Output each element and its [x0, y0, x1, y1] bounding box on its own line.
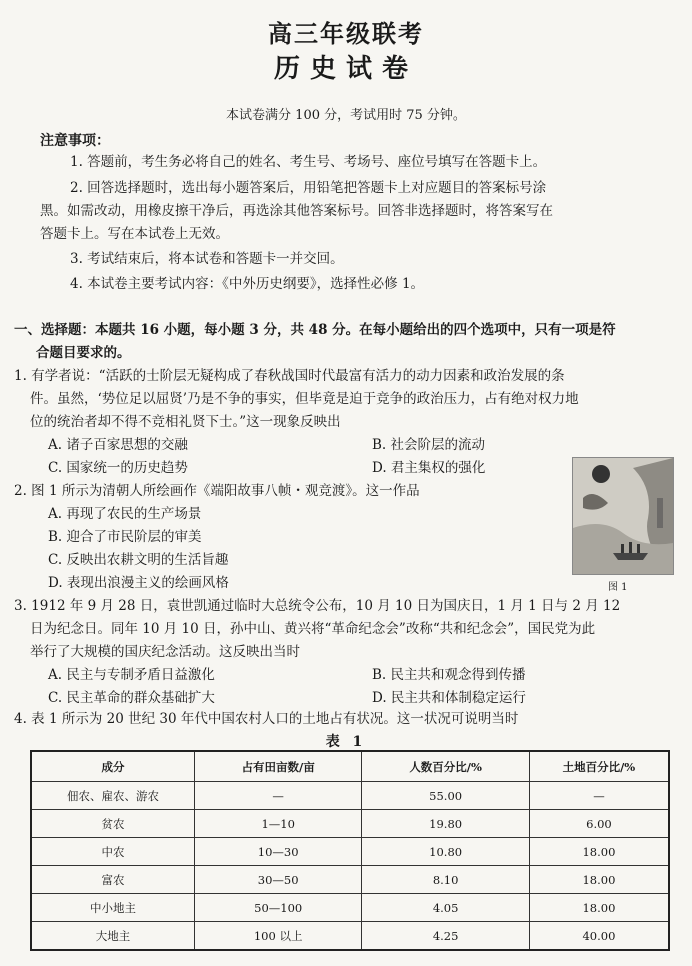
table-header-cell: 土地百分比/%	[529, 751, 669, 782]
question-3-option-c: C. 民主革命的群众基础扩大	[48, 690, 215, 706]
figure-1-caption: 图 1	[608, 582, 628, 593]
table-header-cell: 占有田亩数/亩	[194, 751, 361, 782]
table-cell: 佃农、雇农、游农	[31, 782, 194, 810]
question-1-option-d: D. 君主集权的强化	[372, 460, 486, 476]
table-cell: 19.80	[362, 810, 529, 838]
table-cell: 4.05	[362, 894, 529, 922]
question-3-option-d: D. 民主共和体制稳定运行	[372, 690, 526, 706]
table-cell: 10—30	[194, 838, 361, 866]
table-cell: 4.25	[362, 922, 529, 951]
question-1-stem: 1. 有学者说：“活跃的士阶层无疑构成了春秋战国时代最富有活力的动力因素和政治发展的条	[14, 368, 565, 384]
notice-line: 4. 本试卷主要考试内容：《中外历史纲要》，选择性必修 1。	[70, 276, 425, 292]
table-cell: 100 以上	[194, 922, 361, 951]
question-3-stem: 日为纪念日。同年 10 月 10 日，孙中山、黄兴将“革命纪念会”改称“共和纪念会”，国民党为此	[30, 621, 596, 637]
painting-image	[573, 458, 673, 574]
table-1	[30, 750, 670, 951]
table-row	[31, 894, 669, 922]
question-2-option-b: B. 迎合了市民阶层的审美	[48, 529, 202, 545]
table-row	[31, 922, 669, 951]
table-cell: 18.00	[529, 866, 669, 894]
notice-line: 答题卡上。写在本试卷上无效。	[40, 226, 229, 242]
question-3-option-a: A. 民主与专制矛盾日益激化	[48, 667, 215, 683]
notice-line: 2. 回答选择题时，选出每小题答案后，用铅笔把答题卡上对应题目的答案标号涂	[70, 180, 547, 196]
question-3-stem: 举行了大规模的国庆纪念活动。这反映出当时	[30, 644, 300, 660]
question-1-stem: 位的统治者却不得不竞相礼贤下士。”这一现象反映出	[30, 414, 341, 430]
table-header-cell: 成分	[31, 751, 194, 782]
question-2-option-a: A. 再现了农民的生产场景	[48, 506, 202, 522]
notice-line: 1. 答题前，考生务必将自己的姓名、考生号、考场号、座位号填写在答题卡上。	[70, 154, 547, 170]
question-1-stem: 件。虽然，‘势位足以屈贤’乃是不争的事实，但毕竟是迫于竞争的政治压力，占有绝对权力地	[30, 391, 579, 407]
table-cell: 30—50	[194, 866, 361, 894]
table-cell: 55.00	[362, 782, 529, 810]
question-3-stem: 3. 1912 年 9 月 28 日，袁世凯通过临时大总统令公布，10 月 10 日为国庆日，1 月 1 日与 2 月 12	[14, 598, 621, 614]
question-3-option-b: B. 民主共和观念得到传播	[372, 667, 526, 683]
table-row	[31, 866, 669, 894]
table-cell: 18.00	[529, 838, 669, 866]
table-cell: 40.00	[529, 922, 669, 951]
table-cell: 大地主	[31, 922, 194, 951]
table-cell: 中小地主	[31, 894, 194, 922]
figure-1-painting	[572, 457, 674, 575]
table-cell: 6.00	[529, 810, 669, 838]
table-header-cell: 人数百分比/%	[362, 751, 529, 782]
notice-heading: 注意事项：	[40, 133, 110, 149]
question-2-option-c: C. 反映出农耕文明的生活旨趣	[48, 552, 229, 568]
table-header-row	[31, 751, 669, 782]
section-heading-cont: 合题目要求的。	[36, 345, 131, 361]
exam-subtitle: 本试卷满分 100 分，考试用时 75 分钟。	[226, 108, 466, 123]
table-row	[31, 838, 669, 866]
table-cell: 10.80	[362, 838, 529, 866]
table-cell: 中农	[31, 838, 194, 866]
table-row	[31, 810, 669, 838]
table-cell: 18.00	[529, 894, 669, 922]
exam-title: 高三年级联考	[268, 19, 424, 48]
section-heading: 一、选择题：本题共 16 小题，每小题 3 分，共 48 分。在每小题给出的四个选项中，只有一项是符	[14, 322, 616, 338]
table-cell: 1—10	[194, 810, 361, 838]
question-4-stem: 4. 表 1 所示为 20 世纪 30 年代中国农村人口的土地占有状况。这一状况可说明当时	[14, 711, 519, 727]
table-cell: 贫农	[31, 810, 194, 838]
question-2-option-d: D. 表现出浪漫主义的绘画风格	[48, 575, 229, 591]
notice-line: 3. 考试结束后，将本试卷和答题卡一并交回。	[70, 251, 344, 267]
table-cell: 50—100	[194, 894, 361, 922]
table-row	[31, 782, 669, 810]
table-cell: 8.10	[362, 866, 529, 894]
table-cell: —	[529, 782, 669, 810]
question-1-option-c: C. 国家统一的历史趋势	[48, 460, 188, 476]
table-1-caption: 表 1	[325, 734, 367, 750]
question-2-stem: 2. 图 1 所示为清朝人所绘画作《端阳故事八帧・观竞渡》。这一作品	[14, 483, 420, 499]
table-cell: 富农	[31, 866, 194, 894]
question-1-option-b: B. 社会阶层的流动	[372, 437, 486, 453]
table-cell: —	[194, 782, 361, 810]
notice-line: 黑。如需改动，用橡皮擦干净后，再选涂其他答案标号。回答非选择题时，将答案写在	[40, 203, 553, 219]
subject-title: 历史试卷	[273, 54, 418, 84]
question-1-option-a: A. 诸子百家思想的交融	[48, 437, 188, 453]
